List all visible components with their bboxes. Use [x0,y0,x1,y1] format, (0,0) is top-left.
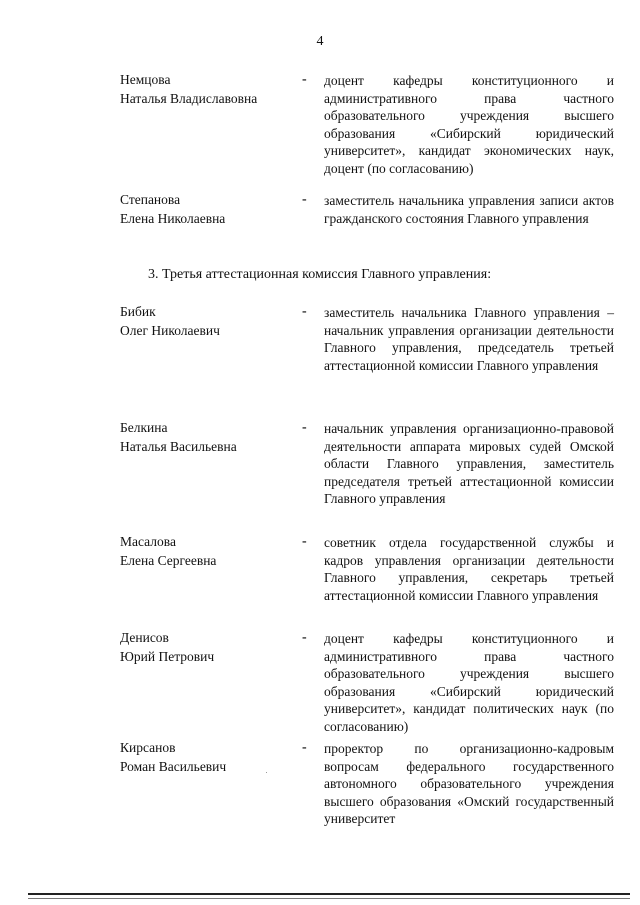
scan-edge-line-faint [28,898,630,899]
member-position: доцент кафедры конституционного и административного права частного образовательного учреждения высшего образования «Сибирский юридический университет», кандидат политических наук (по согласованию) [324,631,614,734]
member-given-names: Наталья Васильевна [120,439,237,454]
separator-dash: - [302,192,307,207]
member-surname: Масалова [120,534,176,549]
member-given-names: Наталья Владиславовна [120,91,258,106]
scan-speck [266,772,267,773]
member-position: заместитель начальника Главного управления – начальник управления организации деятельности Главного управления, председатель третьей аттестационной комиссии Главного управления [324,305,614,373]
member-surname: Кирсанов [120,740,176,755]
member-name [120,738,290,776]
member-surname: Бибик [120,304,156,319]
member-position: советник отдела государственной службы и кадров управления организации деятельности Главного управления, секретарь третьей аттестационной комиссии Главного управления [324,535,614,603]
member-name [120,190,290,228]
member-surname: Немцова [120,72,171,87]
member-given-names: Елена Сергеевна [120,553,217,568]
member-position: проректор по организационно-кадровым вопросам федерального государственного автономного образовательного учреждения высшего образования «Омский государственный университет [324,741,614,827]
member-given-names: Елена Николаевна [120,211,226,226]
separator-dash: - [302,420,307,435]
member-name [120,628,290,666]
section-heading: 3. Третья аттестационная комиссия Главного управления: [148,267,492,282]
member-name [120,532,290,570]
page-number: 4 [316,34,324,49]
member-surname: Белкина [120,420,168,435]
member-name [120,70,290,108]
member-given-names: Роман Васильевич [120,759,227,774]
member-name [120,302,290,340]
separator-dash: - [302,630,307,645]
separator-dash: - [302,740,307,755]
member-given-names: Олег Николаевич [120,323,220,338]
member-name [120,418,290,456]
member-position: заместитель начальника управления записи актов гражданского состояния Главного управления [324,193,614,226]
separator-dash: - [302,72,307,87]
separator-dash: - [302,534,307,549]
member-surname: Денисов [120,630,169,645]
member-given-names: Юрий Петрович [120,649,215,664]
scan-edge-line [28,893,630,895]
member-position: начальник управления организационно-правовой деятельности аппарата мировых судей Омской области Главного управления, заместитель председателя третьей аттестационной комиссии Главного управления [324,421,614,507]
member-position: доцент кафедры конституционного и административного права частного образовательного учреждения высшего образования «Сибирский юридический университет», кандидат экономических наук, доцент (по согласованию) [324,73,614,176]
separator-dash: - [302,304,307,319]
member-surname: Степанова [120,192,181,207]
